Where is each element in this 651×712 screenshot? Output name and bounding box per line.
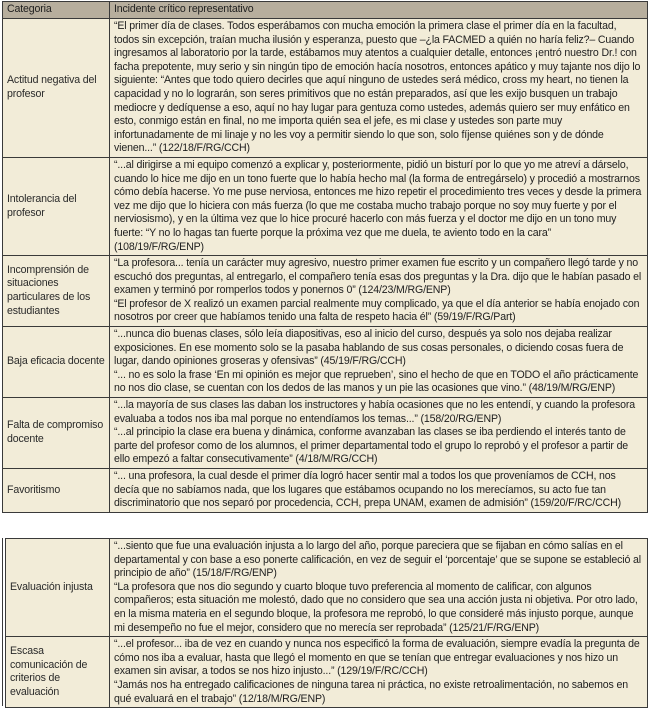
incident-quote: “...la mayoría de sus clases las daban los instructores y había ocasiones que no les entendí, y cuando la profesora evaluaba a todos nos iba mal porque no entendíamos los temas...” (158/20/RG/ENP) (114, 399, 635, 425)
incident-quote: “La profesora que nos dio segundo y cuarto bloque tuvo preferencia al momento de calificar, con algunos compañeros; esta situación me molestó, dado que no considero que sea una acción justa ni objetiva. Por otro lado, en la misma materia en el segundo bloque, la profesora me reprobó, lo que consideré más injusto porque, aunque mi desempeño no fue el mejor, considero que no merecía ser reprobada” (125/21/F/RG/ENP) (114, 580, 638, 634)
category-cell: Evaluación injusta (6, 539, 110, 637)
incident-cell (110, 469, 648, 513)
incident-cell (110, 539, 648, 637)
incident-quote: “La profesora... tenía un carácter muy agresivo, nuestro primer examen fue escrito y un compañero llegó tarde y no escuchó dos preguntas, al entregarlo, el compañero tenía esas dos preguntas y la Dra. dijo que le habían pasado el examen y terminó por romperlos todos y ponernos 0” (124/23/M/RG/ENP) (114, 257, 642, 297)
table-row (3, 157, 648, 255)
incident-quote: “...siento que fue una evaluación injusta a lo largo del año, porque pareciera que se fijaban en cómo salías en el departamental y con base a eso ponerte calificación, en vez de seguir el ‘porcentaje’ que se supone se estableció al principio de año” (15/18/F/RG/ENP) (114, 540, 641, 580)
incident-cell (110, 157, 648, 255)
incident-quote: “El profesor de X realizó un examen parcial realmente muy complicado, ya que el día anterior se había enojado con nosotros por creer que habíamos tenido una falta de respeto hacia él” (59/19/F/RG/Part) (114, 297, 640, 324)
incidents-table-continued (5, 538, 648, 708)
table-row (3, 469, 648, 513)
incident-cell (110, 637, 648, 708)
table-row (3, 19, 648, 158)
incident-quote: “...al dirigirse a mi equipo comenzó a explicar y, posteriormente, pidió un bisturí por lo que yo me atreví a dárselo, cuando lo hice me dijo en un tono fuerte que lo había hecho mal (la forma de entregárselo) y procedió a mostrarnos cómo debía hacerse. Yo me puse nerviosa, entonces me hizo repetir el procedimiento tres veces y desde la primera vez me dijo que lo hiciera con más fuerza (lo que me costaba mucho trabajo porque no soy muy fuerte y por el nerviosismo), y en la última vez que lo hice procuré hacerlo con más fuerza y el doctor me dijo en un tono muy fuerte: “Y no lo hagas tan fuerte porque la próxima vez que me duela, te aviento todo en la cara” (108/19/F/RG/ENP) (114, 158, 642, 253)
category-cell: Actitud negativa del profesor (3, 19, 110, 158)
table-row (6, 637, 648, 708)
category-cell: Falta de compromiso docente (3, 398, 110, 469)
category-cell: Baja eficacia docente (3, 327, 110, 398)
incident-quote: “El primer día de clases. Todos esperábamos con mucha emoción la primera clase el primer día en la facultad, todos sin excepción, traían mucha ilusión y esperanza, puesto que –¿la FACMED a quién no haría feliz?– Cuando ingresamos al laboratorio por la tarde, estábamos muy atentos a cualquier detalle, entonces ¡entró nuestro Dr.! con facha prepotente, muy serio y sin ningún tipo de emoción hacía nosotros, entonces apático y muy tajante nos dijo lo siguiente: “Antes que todo quiero decirles que aquí ninguno de ustedes será médico, cross my heart, no tienen la capacidad y no lo lograrán, son seres primitivos que no están preparados, así que les exijo busquen un trabajo mediocre y dedíquense a eso, aquí no hay lugar para gentuza como ustedes, además quiero ser muy enfático en esto, conmigo están en final, no me importa quién sea el jefe, es mi clase y ustedes son parte muy infortunadamente de mi linaje y no les voy a permitir siendo lo que son, solo fíjense quiénes son y de dónde vienen...” (122/18/F/RG/CCH) (114, 20, 641, 155)
incident-cell (110, 19, 648, 158)
header-incident: Incidente crítico representativo (110, 2, 648, 19)
incident-cell (110, 327, 648, 398)
table-row (3, 256, 648, 327)
table-header-row (3, 2, 648, 19)
table-row (3, 398, 648, 469)
category-cell: Escasa comunicación de criterios de evaluación (6, 637, 110, 708)
category-cell: Incomprensión de situaciones particulares de los estudiantes (3, 256, 110, 327)
table-row (3, 327, 648, 398)
incident-quote: “... una profesora, la cual desde el primer día logró hacer sentir mal a todos los que proveníamos de CCH, nos decía que no sabíamos nada, que los lugares que estábamos ocupando no los merecíamos, su acto fue tan discriminatorio que nos separó por procedencia, CCH, prepa UNAM, examen de admisión” (159/20/F/RC/CCH) (114, 470, 621, 510)
table-border-line (2, 538, 3, 706)
incident-quote: “...nunca dio buenas clases, sólo leía diapositivas, eso al inicio del curso, después ya solo nos dejaba realizar exposiciones. En ese momento solo se la pasaba hablando de sus cosas personales, o diciendo cosas fuera de lugar, dando opiniones groseras y ofensivas” (45/19/F/RG/CCH) (114, 328, 624, 368)
table-row (6, 539, 648, 637)
incident-quote: “...al principio la clase era buena y dinámica, conforme avanzaban las clases se iba perdiendo el interés tanto de parte del profesor como de los alumnos, el primer departamental todo el grupo lo reprobó y el profesor a partir de ello empezó a faltar consecutivamente” (4/18/M/RG/CCH) (114, 426, 629, 466)
incident-quote: “... no es solo la frase ‘En mi opinión es mejor que reprueben’, sino el hecho de que en TODO el año prácticamente no nos dio clase, se cuentan con los dedos de las manos y un pie las ocasiones que vino.” (48/19/M/RG/ENP) (114, 368, 639, 395)
incident-cell (110, 256, 648, 327)
incident-quote: “Jamás nos ha entregado calificaciones de ninguna tarea ni práctica, no existe retroalimentación, no sabemos en qué evaluará en el trabajo” (12/18/M/RG/ENP) (114, 678, 628, 705)
incident-cell (110, 398, 648, 469)
header-category: Categoria (3, 2, 110, 19)
incidents-table (2, 1, 648, 513)
incident-quote: “...el profesor... iba de vez en cuando y nunca nos especificó la forma de evaluación, siempre evadía la pregunta de cómo nos iba a evaluar, hasta que llegó el momento en que se tenían que entregar evaluaciones y nos hizo un examen sin avisar, a todos se nos hizo injusto...” (129/19/F/RC/CCH) (114, 638, 640, 678)
category-cell: Intolerancia del profesor (3, 157, 110, 255)
category-cell: Favoritismo (3, 469, 110, 513)
